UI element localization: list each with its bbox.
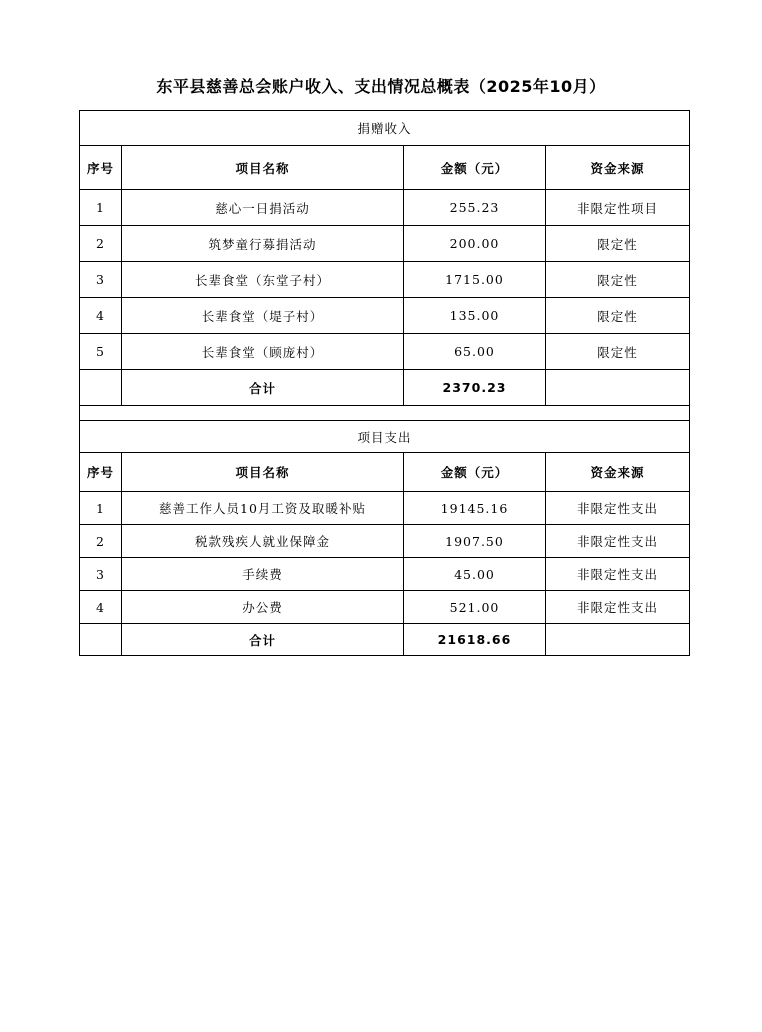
- income-total-source-cell: [546, 370, 690, 406]
- income-row-name: 长辈食堂（顾庞村）: [122, 334, 404, 370]
- expense-row-name: 手续费: [122, 558, 404, 591]
- income-row-name: 筑梦童行募捐活动: [122, 226, 404, 262]
- expense-row-index: 4: [80, 591, 122, 624]
- income-row: [80, 262, 690, 298]
- expense-row-source: 非限定性支出: [546, 558, 690, 591]
- income-row-amount: 200.00: [404, 226, 546, 262]
- income-row-source: 限定性: [546, 226, 690, 262]
- income-row-source: 非限定性项目: [546, 190, 690, 226]
- expense-header-source: 资金来源: [546, 453, 690, 492]
- income-row-name: 长辈食堂（堤子村）: [122, 298, 404, 334]
- income-total-index-cell: [80, 370, 122, 406]
- expense-row-amount: 521.00: [404, 591, 546, 624]
- income-row: [80, 298, 690, 334]
- income-row-source: 限定性: [546, 262, 690, 298]
- expense-total-source-cell: [546, 624, 690, 656]
- income-row-index: 4: [80, 298, 122, 334]
- income-row-source: 限定性: [546, 298, 690, 334]
- income-total-label: 合计: [122, 370, 404, 406]
- income-header-name: 项目名称: [122, 146, 404, 190]
- expense-header-amount: 金额（元）: [404, 453, 546, 492]
- income-header-index: 序号: [80, 146, 122, 190]
- expense-row: [80, 492, 690, 525]
- expense-total-label: 合计: [122, 624, 404, 656]
- expense-row-source: 非限定性支出: [546, 492, 690, 525]
- income-row-index: 3: [80, 262, 122, 298]
- income-section-title: 捐赠收入: [80, 111, 690, 146]
- income-row: [80, 190, 690, 226]
- expense-header-index: 序号: [80, 453, 122, 492]
- income-total-row: [80, 370, 690, 406]
- income-row-name: 慈心一日捐活动: [122, 190, 404, 226]
- expense-row-name: 办公费: [122, 591, 404, 624]
- income-row-index: 5: [80, 334, 122, 370]
- expense-section-row: [80, 421, 690, 453]
- income-row: [80, 334, 690, 370]
- expense-header-row: [80, 453, 690, 492]
- income-row: [80, 226, 690, 262]
- income-row-index: 1: [80, 190, 122, 226]
- expense-row-name: 慈善工作人员10月工资及取暖补贴: [122, 492, 404, 525]
- income-row-amount: 65.00: [404, 334, 546, 370]
- expense-row: [80, 558, 690, 591]
- income-header-source: 资金来源: [546, 146, 690, 190]
- income-row-name: 长辈食堂（东堂子村）: [122, 262, 404, 298]
- section-spacer-row: [80, 406, 690, 421]
- income-header-row: [80, 146, 690, 190]
- expense-row-source: 非限定性支出: [546, 591, 690, 624]
- expense-row-amount: 1907.50: [404, 525, 546, 558]
- expense-row-index: 1: [80, 492, 122, 525]
- income-row-amount: 135.00: [404, 298, 546, 334]
- expense-row-source: 非限定性支出: [546, 525, 690, 558]
- expense-row-name: 税款残疾人就业保障金: [122, 525, 404, 558]
- income-row-amount: 1715.00: [404, 262, 546, 298]
- expense-total-index-cell: [80, 624, 122, 656]
- report-title: 东平县慈善总会账户收入、支出情况总概表（2025年10月）: [156, 77, 606, 96]
- expense-total-row: [80, 624, 690, 656]
- expense-header-name: 项目名称: [122, 453, 404, 492]
- expense-total-amount: 21618.66: [404, 624, 546, 656]
- expense-row-index: 3: [80, 558, 122, 591]
- expense-row: [80, 591, 690, 624]
- income-total-amount: 2370.23: [404, 370, 546, 406]
- income-header-amount: 金额（元）: [404, 146, 546, 190]
- income-row-amount: 255.23: [404, 190, 546, 226]
- expense-row-amount: 19145.16: [404, 492, 546, 525]
- section-spacer: [80, 406, 690, 421]
- income-section-row: [80, 111, 690, 146]
- expense-section-title: 项目支出: [80, 421, 690, 453]
- expense-row: [80, 525, 690, 558]
- expense-row-index: 2: [80, 525, 122, 558]
- income-row-index: 2: [80, 226, 122, 262]
- summary-table: [79, 110, 690, 656]
- expense-row-amount: 45.00: [404, 558, 546, 591]
- income-row-source: 限定性: [546, 334, 690, 370]
